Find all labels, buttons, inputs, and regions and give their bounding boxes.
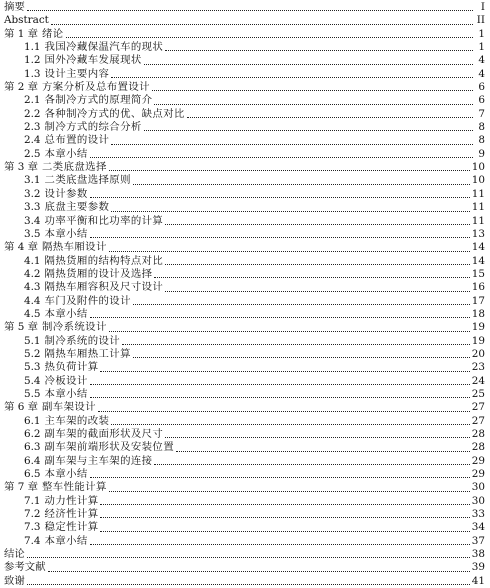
toc-entry-number: 3.2 [24, 187, 41, 200]
toc-entry-page-number: 17 [471, 294, 485, 307]
toc-entry-number: 第 1 章 [4, 27, 38, 40]
toc-entry-number: 2.1 [24, 94, 41, 107]
toc-entry-number: 3.1 [24, 174, 41, 187]
dot-leader [111, 134, 473, 145]
toc-entry-number: 3.5 [24, 227, 41, 240]
toc-entry-page-number: 38 [471, 548, 485, 561]
toc-entry-number: 1.1 [24, 41, 41, 54]
dot-leader [187, 107, 473, 118]
dot-leader [100, 494, 469, 505]
toc-entry-page-number: 39 [471, 561, 485, 574]
toc-entry-page-number: 14 [471, 254, 485, 267]
toc-entry-section[interactable] [0, 455, 490, 468]
toc-entry-title: 各制冷方式的原理简介 [44, 94, 153, 107]
toc-entry-title: 本章小结 [44, 387, 88, 400]
dot-leader [90, 307, 470, 318]
toc-entry-title: 制冷系统的设计 [44, 334, 121, 347]
toc-entry-number: 3.3 [24, 201, 41, 214]
toc-entry-chapter[interactable] [0, 161, 490, 174]
dot-leader [109, 160, 470, 171]
toc-entry-page-number: 18 [471, 307, 485, 320]
toc-entry-number: 4.3 [24, 281, 41, 294]
toc-entry-number: 6.2 [24, 428, 41, 440]
toc-entry-section[interactable] [0, 495, 490, 508]
toc-entry-title: 本章小结 [44, 307, 88, 320]
toc-entry-page-number: 28 [471, 428, 485, 440]
toc-entry-page-number: 27 [471, 401, 485, 414]
toc-entry-number: 第 5 章 [4, 321, 38, 334]
toc-entry-title: 二类底盘选择 [42, 161, 107, 174]
toc-entry-page-number: 20 [471, 347, 485, 360]
toc-entry-section[interactable] [0, 468, 490, 481]
dot-leader [90, 387, 470, 398]
dot-leader [165, 254, 470, 265]
toc-entry-title: 我国冷藏保温汽车的现状 [44, 41, 164, 54]
toc-entry-title: 功率平衡和比功率的计算 [44, 214, 164, 227]
toc-entry-number: 7.2 [24, 508, 41, 521]
toc-entry-page-number: 8 [478, 134, 485, 147]
toc-entry-section[interactable] [0, 388, 490, 401]
toc-entry-page-number: 10 [471, 174, 485, 187]
toc-entry-number: 5.4 [24, 374, 41, 387]
toc-entry-title: 本章小结 [44, 534, 88, 547]
toc-entry-chapter[interactable] [0, 1, 490, 14]
toc-entry-number: 1.2 [24, 54, 41, 67]
toc-entry-page-number: 24 [471, 374, 485, 387]
dot-leader [90, 187, 470, 198]
dot-leader [133, 294, 470, 305]
toc-entry-page-number: 15 [471, 267, 485, 280]
toc-entry-section[interactable] [0, 348, 490, 361]
dot-leader [100, 521, 469, 532]
dot-leader [154, 454, 469, 465]
toc-entry-page-number: 41 [471, 574, 485, 587]
toc-entry-page-number: 10 [471, 161, 485, 174]
toc-entry-number: 4.2 [24, 267, 41, 280]
dot-leader [109, 321, 470, 332]
toc-entry-page-number: I [480, 1, 485, 13]
toc-entry-section[interactable] [0, 68, 490, 81]
toc-entry-title: 本章小结 [44, 227, 88, 240]
toc-entry-section[interactable] [0, 375, 490, 388]
toc-entry-number: 7.4 [24, 534, 41, 547]
toc-entry-page-number: 14 [471, 241, 485, 254]
toc-entry-number: 4.5 [24, 307, 41, 320]
toc-entry-section[interactable] [0, 188, 490, 201]
toc-entry-title: 隔热货厢的设计及选择 [44, 267, 153, 280]
toc-entry-title: 隔热车厢容积及尺寸设计 [44, 281, 164, 294]
toc-entry-title: 制冷方式的综合分析 [44, 121, 142, 134]
toc-entry-page-number: 28 [471, 441, 485, 454]
toc-entry-page-number: 16 [471, 281, 485, 294]
toc-entry-title: 本章小结 [44, 468, 88, 481]
toc-entry-title: 总布置的设计 [44, 134, 110, 147]
toc-entry-chapter[interactable] [0, 548, 490, 561]
toc-entry-number: 6.1 [24, 414, 41, 427]
dot-leader [27, 547, 470, 558]
toc-entry-page-number: 19 [471, 334, 485, 347]
toc-entry-title: 冷板设计 [44, 374, 88, 387]
toc-entry-title: 经济性计算 [44, 508, 99, 521]
toc-entry-section[interactable] [0, 228, 490, 241]
toc-entry-page-number: 27 [471, 414, 485, 427]
toc-entry-number: 6.4 [24, 454, 41, 467]
toc-entry-page-number: 6 [478, 94, 485, 107]
toc-entry-page-number: 1 [478, 41, 485, 54]
toc-entry-number: 2.3 [24, 121, 41, 134]
dot-leader [165, 427, 470, 438]
toc-entry-number: 5.2 [24, 347, 41, 360]
toc-entry-section[interactable] [0, 148, 490, 161]
toc-entry-title: 动力性计算 [44, 494, 99, 507]
toc-entry-number: 4.1 [24, 254, 41, 267]
dot-leader [100, 361, 469, 372]
toc-entry-number: 5.1 [24, 334, 41, 347]
toc-entry-section[interactable] [0, 268, 490, 281]
toc-entry-page-number: 4 [478, 67, 485, 80]
toc-entry-chapter[interactable] [0, 14, 490, 27]
toc-entry-chapter[interactable] [0, 321, 490, 334]
toc-entry-page-number: 1 [478, 27, 485, 40]
toc-entry-title: 致谢 [4, 574, 25, 587]
toc-entry-section[interactable] [0, 428, 490, 441]
dot-leader [27, 0, 473, 11]
toc-entry-title: 隔热车厢热工计算 [44, 347, 131, 360]
toc-entry-section[interactable] [0, 415, 490, 428]
toc-entry-section[interactable] [0, 121, 490, 134]
toc-entry-section[interactable] [0, 94, 490, 107]
toc-entry-section[interactable] [0, 441, 490, 454]
toc-entry-number: 5.5 [24, 387, 41, 400]
toc-entry-chapter[interactable] [0, 561, 490, 574]
toc-entry-chapter[interactable] [0, 81, 490, 94]
toc-entry-number: 第 7 章 [4, 481, 38, 494]
toc-entry-section[interactable] [0, 54, 490, 67]
toc-entry-section[interactable] [0, 508, 490, 521]
toc-entry-page-number: 6 [478, 81, 485, 94]
toc-entry-page-number: II [476, 14, 485, 27]
toc-entry-page-number: 29 [471, 454, 485, 467]
dot-leader [109, 241, 470, 252]
toc-entry-number: 1.3 [24, 67, 41, 80]
dot-leader [90, 467, 470, 478]
toc-entry-number: 3.4 [24, 214, 41, 227]
toc-entry-number: 6.3 [24, 441, 41, 454]
toc-entry-chapter[interactable] [0, 241, 490, 254]
dot-leader [100, 507, 469, 518]
toc-entry-title: 绪论 [42, 27, 64, 40]
toc-entry-title: 隔热车厢设计 [42, 241, 107, 254]
toc-entry-title: 设计主要内容 [44, 67, 110, 80]
toc-entry-title: 方案分析及总布置设计 [42, 81, 150, 94]
toc-entry-title: 各种制冷方式的优、缺点对比 [44, 107, 185, 120]
dot-leader [154, 267, 469, 278]
dot-leader [27, 574, 470, 585]
toc-entry-title: 主车架的改装 [44, 414, 110, 427]
dot-leader [133, 174, 470, 185]
toc-entry-page-number: 11 [471, 187, 485, 200]
toc-entry-title: 摘要 [4, 1, 25, 13]
toc-entry-page-number: 30 [471, 481, 485, 494]
toc-entry-title: Abstract [4, 14, 49, 27]
toc-entry-section[interactable] [0, 281, 490, 294]
toc-entry-page-number: 9 [478, 147, 485, 160]
toc-entry-page-number: 30 [471, 494, 485, 507]
toc-entry-number: 4.4 [24, 294, 41, 307]
toc-entry-title: 热负荷计算 [44, 361, 99, 374]
toc-entry-title: 副车架设计 [42, 401, 96, 414]
toc-entry-section[interactable] [0, 255, 490, 268]
dot-leader [111, 414, 469, 425]
dot-leader [165, 40, 473, 51]
toc-entry-title: 本章小结 [44, 147, 88, 160]
toc-entry-section[interactable] [0, 134, 490, 147]
dot-leader [154, 94, 473, 105]
toc-entry-section[interactable] [0, 174, 490, 187]
dot-leader [90, 374, 470, 385]
toc-entry-title: 车门及附件的设计 [44, 294, 131, 307]
dot-leader [144, 54, 473, 65]
dot-leader [122, 334, 470, 345]
toc-entry-title: 二类底盘选择原则 [44, 174, 131, 187]
toc-entry-title: 底盘主要参数 [44, 201, 110, 214]
toc-entry-page-number: 11 [471, 201, 485, 214]
toc-entry-title: 制冷系统设计 [42, 321, 107, 334]
toc-entry-number: 6.5 [24, 468, 41, 481]
toc-entry-chapter[interactable] [0, 401, 490, 414]
dot-leader [90, 227, 470, 238]
toc-entry-number: 第 4 章 [4, 241, 38, 254]
toc-entry-title: 副车架与主车架的连接 [44, 454, 153, 467]
toc-entry-number: 7.3 [24, 521, 41, 534]
toc-entry-page-number: 11 [471, 214, 485, 227]
toc-entry-page-number: 29 [471, 468, 485, 481]
toc-entry-page-number: 34 [471, 521, 485, 534]
toc-entry-section[interactable] [0, 535, 490, 548]
toc-entry-section[interactable] [0, 201, 490, 214]
toc-entry-number: 第 6 章 [4, 401, 38, 414]
dot-leader [98, 401, 470, 412]
toc-entry-section[interactable] [0, 335, 490, 348]
dot-leader [111, 67, 473, 78]
toc-entry-section[interactable] [0, 361, 490, 374]
toc-entry-page-number: 37 [471, 534, 485, 547]
toc-entry-section[interactable] [0, 295, 490, 308]
dot-leader [48, 561, 470, 572]
toc-entry-chapter[interactable] [0, 481, 490, 494]
toc-entry-title: 设计参数 [44, 187, 88, 200]
toc-entry-title: 副车架前端形状及安装位置 [44, 441, 175, 454]
toc-entry-page-number: 19 [471, 321, 485, 334]
toc-entry-section[interactable] [0, 215, 490, 228]
toc-entry-title: 隔热货厢的结构特点对比 [44, 254, 164, 267]
dot-leader [144, 120, 473, 131]
dot-leader [152, 80, 473, 91]
toc-entry-number: 7.1 [24, 494, 41, 507]
toc-entry-number: 5.3 [24, 361, 41, 374]
dot-leader [51, 14, 473, 25]
toc-entry-title: 结论 [4, 548, 25, 561]
dot-leader [165, 281, 470, 292]
dot-leader [90, 147, 473, 158]
dot-leader [109, 481, 470, 492]
toc-entry-page-number: 13 [471, 227, 485, 240]
toc-entry-chapter[interactable] [0, 28, 490, 41]
toc-entry-section[interactable] [0, 308, 490, 321]
toc-entry-section[interactable] [0, 41, 490, 54]
toc-entry-page-number: 7 [478, 107, 485, 120]
toc-entry-number: 2.5 [24, 147, 41, 160]
dot-leader [176, 441, 470, 452]
toc-entry-title: 副车架的截面形状及尺寸 [44, 428, 164, 440]
toc-entry-number: 第 2 章 [4, 81, 38, 94]
dot-leader [111, 201, 469, 212]
toc-entry-page-number: 23 [471, 361, 485, 374]
toc-entry-section[interactable] [0, 521, 490, 534]
toc-entry-number: 2.2 [24, 107, 41, 120]
toc-entry-page-number: 8 [478, 121, 485, 134]
dot-leader [133, 347, 470, 358]
toc-entry-page-number: 25 [471, 387, 485, 400]
dot-leader [66, 27, 473, 38]
dot-leader [165, 214, 470, 225]
toc-entry-page-number: 4 [478, 54, 485, 67]
toc-entry-number: 2.4 [24, 134, 41, 147]
toc-entry-title: 国外冷藏车发展现状 [44, 54, 142, 67]
toc-entry-section[interactable] [0, 108, 490, 121]
dot-leader [90, 534, 470, 545]
toc-entry-title: 参考文献 [4, 561, 46, 574]
toc-entry-page-number: 33 [471, 508, 485, 521]
toc-entry-title: 稳定性计算 [44, 521, 99, 534]
toc-entry-title: 整车性能计算 [42, 481, 107, 494]
toc-entry-number: 第 3 章 [4, 161, 38, 174]
